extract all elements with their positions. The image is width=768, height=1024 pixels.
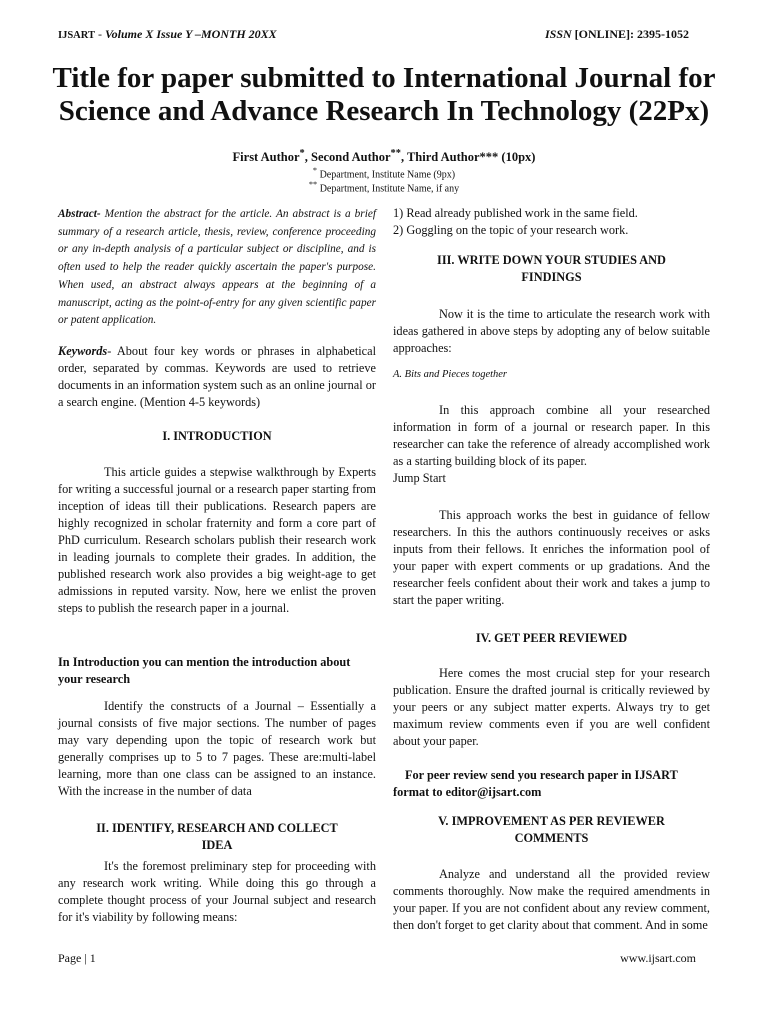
journal-name: IJSART xyxy=(58,30,95,41)
means-list xyxy=(393,205,710,239)
section-5-paragraph: Analyze and understand all the provided review comments thoroughly. Now make the required amendments in your paper. If you are not confident about any review comment, then don't forget to get clarity about that comment. And in some xyxy=(393,867,710,932)
section-2-paragraph: It's the foremost preliminary step for proceeding with any research work writing. While doing this go through a complete thought process of your Journal subject and research for it's viability by following means: xyxy=(58,859,376,924)
author-line: First Author*, Second Author**, Third Author*** (10px) xyxy=(232,148,536,165)
section-5-heading: V. IMPROVEMENT AS PER REVIEWER COMMENTS xyxy=(438,814,665,845)
volume-issue: Volume X Issue Y –MONTH 20XX xyxy=(104,27,277,41)
introduction-note: In Introduction you can mention the introduction about your research xyxy=(58,655,351,686)
section-3-paragraph-2: In this approach combine all your researched information in form of a journal or research paper. In this researcher can take the reference of already accomplished work as a starting building block of its paper. xyxy=(393,403,710,468)
page-number: Page | 1 xyxy=(58,951,96,965)
jump-start-label: Jump Start xyxy=(393,471,446,485)
introduction-paragraph-2: Identify the constructs of a Journal – Essentially a journal consists of five major sections. The number of pages may vary depending upon the topic of research work but generally comprises up to 5 to 7 pages. These are:multi-label learning, more than one class can be assigned to an instance. With the increase in the number of data xyxy=(58,699,376,798)
list-item: 2) Goggling on the topic of your research work. xyxy=(393,223,629,237)
section-4-heading: IV. GET PEER REVIEWED xyxy=(475,631,628,645)
journal-header: IJSART - Volume X Issue Y –MONTH 20XX xyxy=(58,27,277,41)
paper-title: Title for paper submitted to International Journal for Science and Advance Research In Technology (22Px) xyxy=(52,62,716,127)
website-link[interactable]: www.ijsart.com xyxy=(620,951,696,965)
section-4-paragraph: Here comes the most crucial step for your research publication. Ensure the drafted journal is critically reviewed by your peers or any subject matter experts. Always try to get maximum review comments even if you are well confident about your paper. xyxy=(393,666,710,748)
keywords: Keywords- About four key words or phrases in alphabetical order, separated by commas. Keywords are used to retrieve documents in an information system such as an online journal or a search engine. (Mention 4-5 keywords) xyxy=(58,344,376,409)
section-3-paragraph: Now it is the time to articulate the research work with ideas gathered in above steps by adopting any of below suitable approaches: xyxy=(393,307,710,355)
affiliation-1: * Department, Institute Name (9px) xyxy=(312,166,456,181)
issn-header: ISSN [ONLINE]: 2395-1052 xyxy=(544,27,689,41)
abstract-label: Abstract- xyxy=(58,208,101,220)
keywords-label: Keywords xyxy=(58,344,108,358)
list-item: 1) Read already published work in the same field. xyxy=(393,206,638,220)
subsection-heading: A. Bits and Pieces together xyxy=(393,369,508,380)
abstract: Abstract- Mention the abstract for the article. An abstract is a brief summary of a research article, thesis, review, conference proceeding or any in-depth analysis of a particular subject or discipline, and is often used to help the reader quickly ascertain the paper's purpose. When used, an abstract always appears at the beginning of a manuscript, acting as the point-of-entry for any given scientific paper or patent application. xyxy=(58,208,376,327)
section-2-heading: II. IDENTIFY, RESEARCH AND COLLECT IDEA xyxy=(96,821,338,852)
peer-review-note: For peer review send you research paper in IJSART format to editor@ijsart.com xyxy=(393,768,678,799)
introduction-paragraph: This article guides a stepwise walkthrough by Experts for writing a successful journal or a research paper starting from inception of ideas till their publications. Research papers are highly recognized in scholar fraternity and form a core part of PhD curriculum. Research scholars publish their research work in leading journals to complete their grades. In addition, the published research work also provides a big weight-age to get admissions in reputed varsity. Now, here we enlist the proven steps to publish the research paper in a journal. xyxy=(58,465,376,615)
affiliation-2: ** Department, Institute Name, if any xyxy=(308,180,460,195)
section-3-heading: III. WRITE DOWN YOUR STUDIES AND FINDINGS xyxy=(437,253,666,284)
introduction-heading: I. INTRODUCTION xyxy=(162,429,272,443)
section-3-paragraph-3: This approach works the best in guidance of fellow researchers. In this the authors continuously receives or asks inputs from their fellows. It enriches the information pool of your paper with expert comments or up gradations. And the researcher feels confident about their work and takes a jump to start the paper writing. xyxy=(393,508,710,607)
